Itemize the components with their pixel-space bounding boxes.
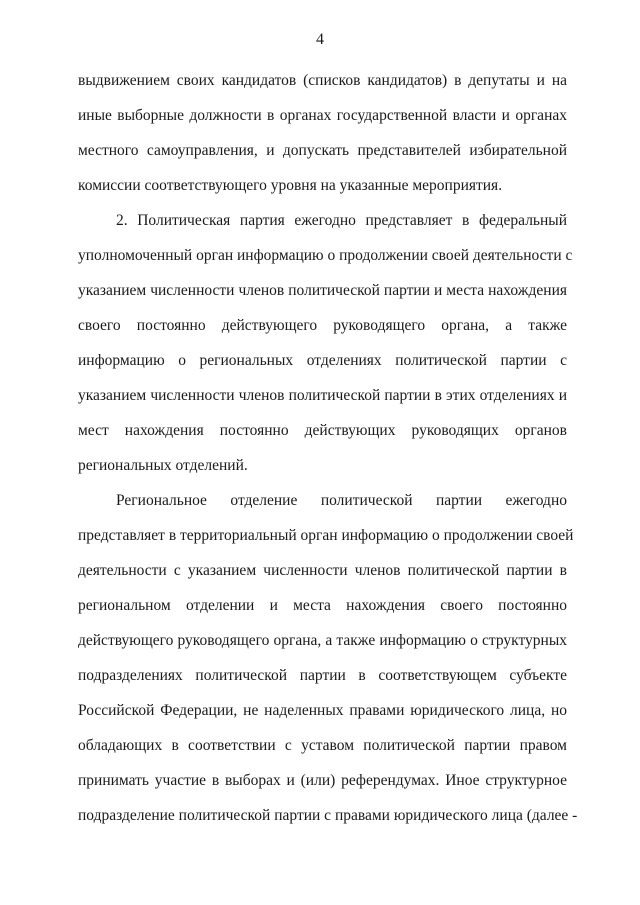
text-line: региональном отделении и места нахождения своего постоянно [78,597,567,614]
text-line: деятельности с указанием численности членов политической партии в [78,562,567,579]
text-line: своего постоянно действующего руководящего органа, а также [78,317,567,334]
text-line: обладающих в соответствии с уставом политической партии правом [78,737,567,754]
text-line: мест нахождения постоянно действующих руководящих органов [78,422,567,439]
text-line: выдвижением своих кандидатов (списков кандидатов) в депутаты и на [78,72,567,89]
text-line: 2. Политическая партия ежегодно представляет в федеральный [116,212,567,229]
text-line: Региональное отделение политической партии ежегодно [116,492,567,509]
text-line: местного самоуправления, и допускать представителей избирательной [78,142,567,159]
text-line: подразделениях политической партии в соответствующем субъекте [78,667,567,684]
text-line: региональных отделений. [78,457,248,474]
text-line: подразделение политической партии с правами юридического лица (далее - [78,807,578,824]
page-number: 4 [316,31,324,48]
text-line: уполномоченный орган информацию о продолжении своей деятельности с [78,247,573,264]
text-line: Российской Федерации, не наделенных правами юридического лица, но [78,702,567,719]
text-line: указанием численности членов политической партии и места нахождения [78,282,567,299]
text-line: действующего руководящего органа, а также информацию о структурных [78,632,567,649]
text-line: представляет в территориальный орган информацию о продолжении своей [78,527,574,544]
text-line: указанием численности членов политической партии в этих отделениях и [78,387,567,404]
text-line: комиссии соответствующего уровня на указанные мероприятия. [78,177,503,194]
text-line: иные выборные должности в органах государственной власти и органах [78,107,567,124]
text-line: информацию о региональных отделениях политической партии с [78,352,567,369]
text-line: принимать участие в выборах и (или) референдумах. Иное структурное [78,772,567,789]
